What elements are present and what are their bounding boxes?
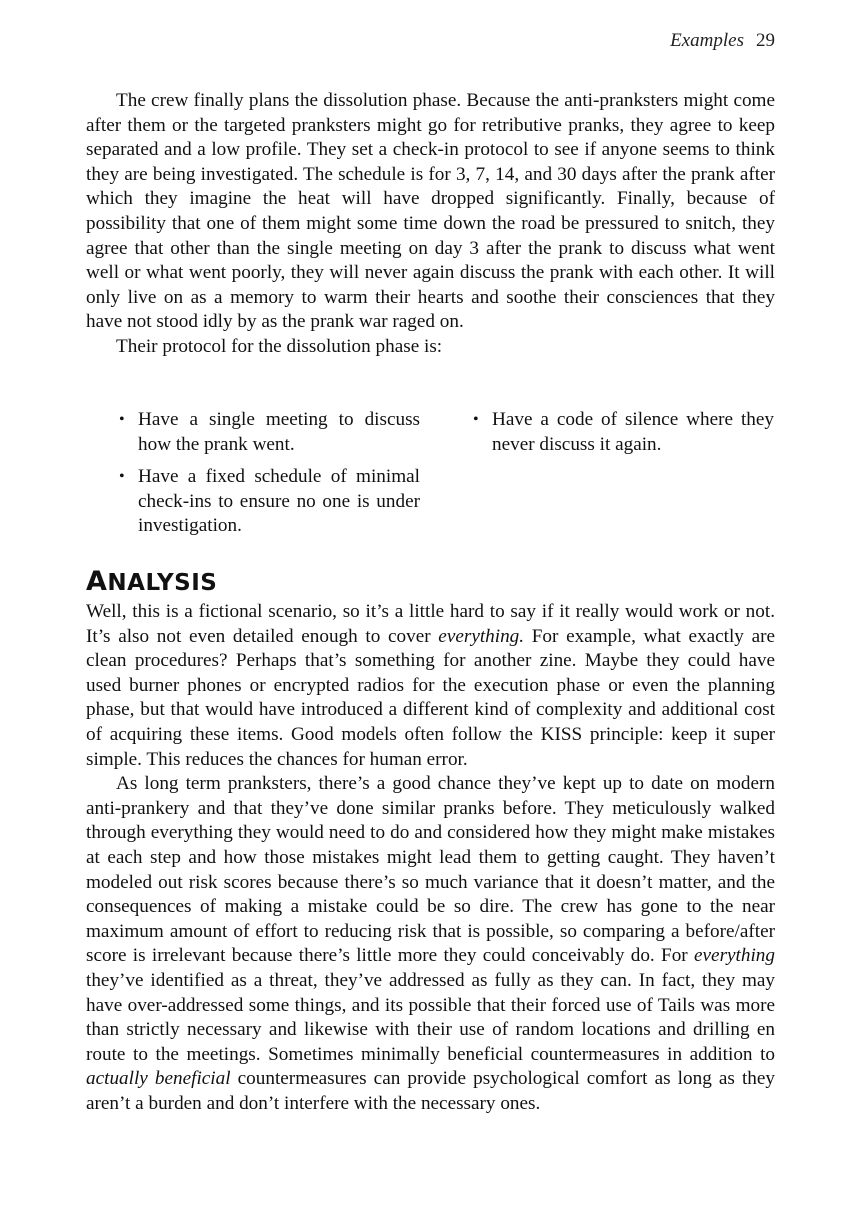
list-item: • Have a code of silence where they never discuss it again. [472,408,774,457]
body-paragraph: Their protocol for the dissolution phase is: [116,335,443,357]
protocol-list [118,408,778,547]
analysis-section [86,600,775,1116]
list-item: • Have a single meeting to discuss how the prank went. [118,408,420,457]
page-number: 29 [756,30,775,51]
running-head [670,30,775,52]
body-paragraph: Well, this is a fictional scenario, so it’s a little hard to say if it really would work or not. It’s also not even detailed enough to cover everything. For example, what exactly are clean procedures? Perhaps that’s something for another zine. Maybe they could have used burner phones or encrypted radios for the execution phase or even the planning phase, but that would have introduced a different kind of complexity and additional cost of acquiring these items. Good models often follow the KISS principle: keep it super simple. This reduces the chances for human error. [86,601,775,770]
list-column-right [472,408,774,547]
section-heading: ANALYSIS [86,566,218,597]
body-paragraph: As long term pranksters, there’s a good chance they’ve kept up to date on modern anti-prankery and that they’ve done similar pranks before. They meticulously walked through everything they would need to do and considered how they might make mistakes at each step and how those mistakes might lead them to getting caught. They haven’t modeled out risk scores because there’s so much variance that it doesn’t matter, and the consequences of making a mistake could be so dire. The crew has gone to the near maximum amount of effort to reducing risk that is possible, so comparing a before/after score is irrelevant because there’s little more they could conceivably do. For everything they’ve identified as a threat, they’ve addressed as fully as they can. In fact, they may have over-addressed some things, and its possible that their forced use of Tails was more than strictly necessary and likewise with their use of random locations and drilling en route to the meetings. Sometimes minimally beneficial countermeasures in addition to actually beneficial countermeasures can provide psychological comfort as long as they aren’t a burden and don’t interfere with the necessary ones. [86,773,775,1114]
running-head-title: Examples [670,30,744,51]
body-paragraph: The crew finally plans the dissolution phase. Because the anti-pranksters might come after them or the targeted pranksters might go for retributive pranks, they agree to keep separated and a low profile. They set a check-in protocol to see if anyone seems to think they are being investigated. The schedule is for 3, 7, 14, and 30 days after the prank after which they imagine the heat will have dropped significantly. Finally, because of possibility that one of them might some time down the road be pressured to snitch, they agree that other than the single meeting on day 3 after the prank to discuss what went well or what went poorly, they will never again discuss the prank with each other. It will only live on as a memory to warm their hearts and soothe their consciences that they have not stood idly by as the prank war raged on. [86,90,775,333]
dissolution-section [86,89,775,360]
list-column-left [118,408,420,547]
list-item: • Have a fixed schedule of minimal check-ins to ensure no one is under investigation. [118,465,420,539]
